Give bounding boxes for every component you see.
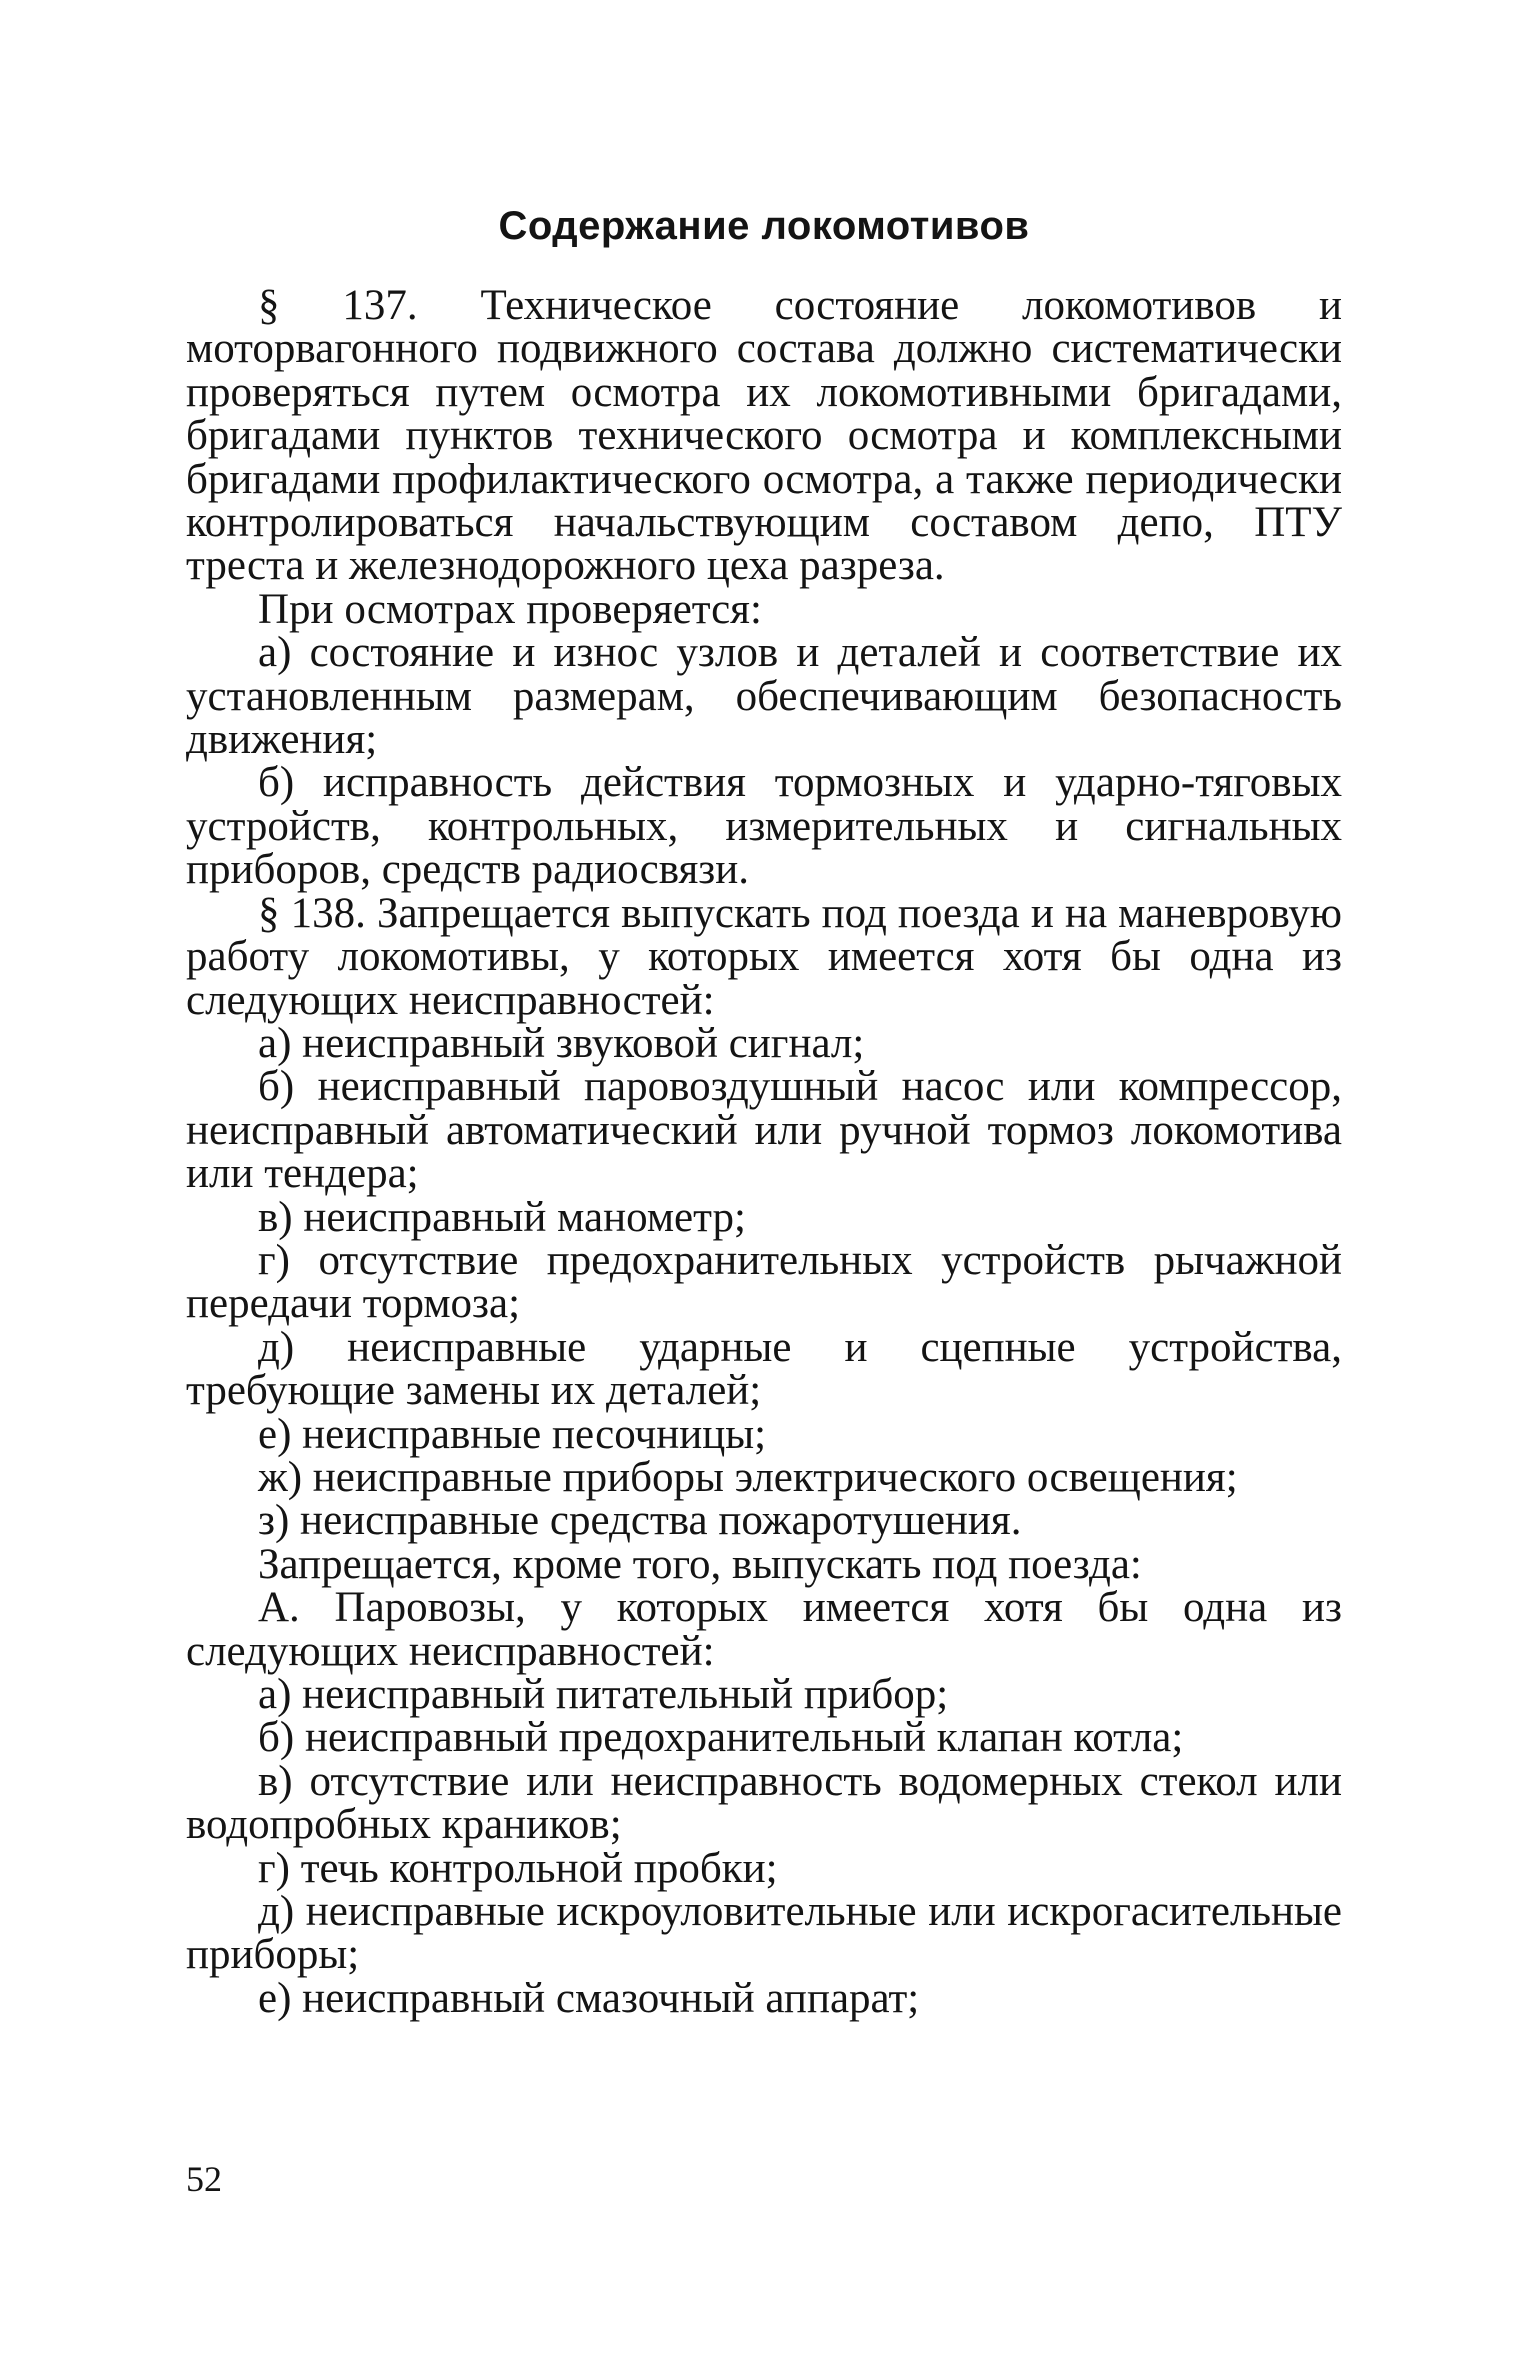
list-item-g: г) течь контрольной пробки; [258,1844,778,1892]
list-item-v: в) отсутствие или неисправность водомерных стекол или водопробных краников; [186,1757,1342,1849]
list-item-b: б) неисправный паровоздушный насос или компрессор, неисправный автоматический или ручной тормоз локомотива или тендера; [186,1063,1342,1198]
list-item-z: з) неисправные средства пожаротушения. [258,1497,1022,1545]
section-title: Содержание локомотивов [498,204,1030,248]
list-item-a: а) неисправный звуковой сигнал; [258,1019,865,1067]
list-item-e: е) неисправные песочницы; [258,1410,767,1458]
list-item-a: а) неисправный питательный прибор; [258,1671,949,1718]
paragraph-inspection-intro: При осмотрах проверяется: [258,585,762,633]
list-item-e: е) неисправный смазочный аппарат; [258,1974,920,2022]
paragraph-137: § 137. Техническое состояние локомотивов и моторвагонного подвижного состава должно систематически проверяться путем осмотра их локомотивными бригадами, бригадами пунктов технического осмотра и комплексными бригадами профилактического осмотра, а также периодически контролироваться начальствующим составом депо, ПТУ треста и железнодорожного цеха разреза. [186,282,1342,590]
list-item-b: б) неисправный предохранительный клапан котла; [258,1714,1184,1762]
paragraph-additional-prohibition: Запрещается, кроме того, выпускать под поезда: [258,1540,1142,1588]
list-item-g: г) отсутствие предохранительных устройств рычажной передачи тормоза; [186,1236,1342,1328]
text-body [186,284,1342,2020]
list-item-v: в) неисправный манометр; [258,1193,746,1241]
paragraph-steam-locomotives: А. Паровозы, у которых имеется хотя бы одна из следующих неисправностей: [186,1584,1342,1675]
paragraph-138: § 138. Запрещается выпускать под поезда и на маневровую работу локомотивы, у которых имеется хотя бы одна из следующих неисправностей: [186,889,1342,1024]
list-item-d: д) неисправные искроуловительные или искрогасительные приборы; [186,1888,1342,1979]
page-number: 52 [186,2159,222,2199]
list-item-zh: ж) неисправные приборы электрического освещения; [258,1453,1238,1501]
list-item-d: д) неисправные ударные и сцепные устройства, требующие замены их деталей; [186,1323,1342,1415]
document-page [186,0,1342,2363]
list-item-a: а) состояние и износ узлов и деталей и соответствие их установленным размерам, обеспечивающим безопасность движения; [186,629,1342,764]
list-item-b: б) исправность действия тормозных и ударно-тяговых устройств, контрольных, измерительных и сигнальных приборов, средств радиосвязи. [186,759,1342,894]
